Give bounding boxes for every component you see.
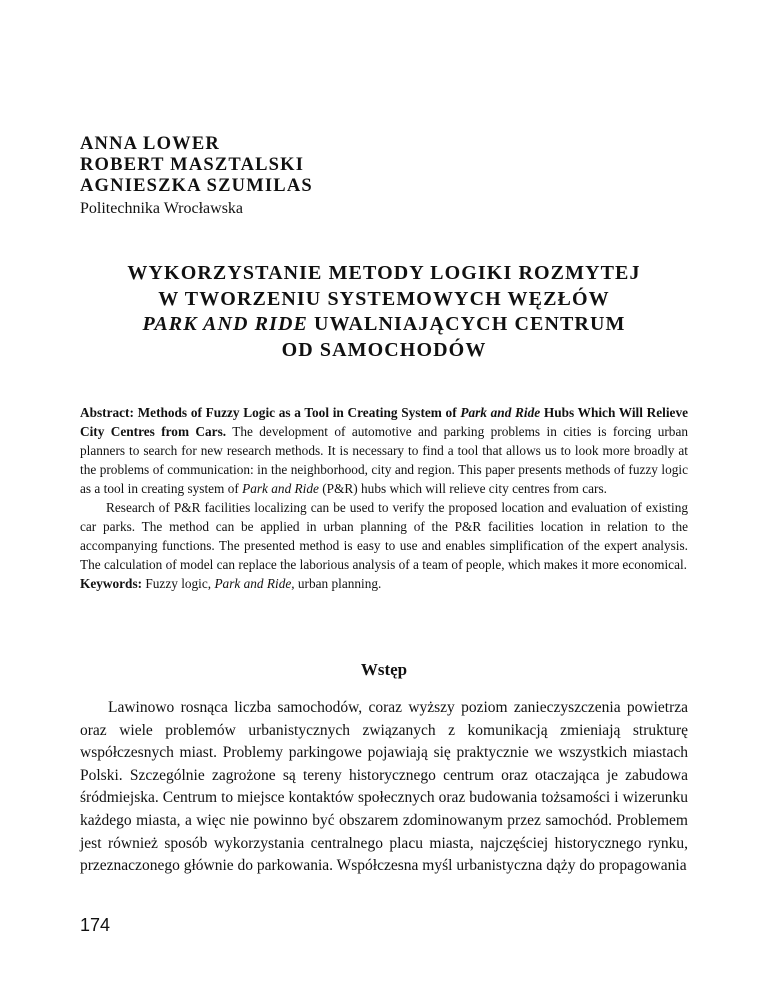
body-text — [80, 697, 688, 878]
author-name: ROBERT MASZTALSKI — [80, 155, 305, 175]
keywords-text: , urban planning. — [291, 576, 382, 591]
abstract-paragraph-2: Research of P&R facilities localizing can be used to verify the proposed location and evaluation of existing car parks. The method can be applied in urban planning of the P&R facilities location in relation to the accompanying functions. The presented method is easy to use and enables simplification of the expert analysis. The calculation of model can replace the laborious analysis of a team of people, which makes it more economical. — [80, 500, 688, 572]
abstract-paragraph-1 — [80, 403, 688, 498]
keywords — [80, 574, 688, 593]
page-number: 174 — [80, 915, 111, 935]
title-italic: PARK AND RIDE — [142, 313, 308, 335]
abstract — [80, 403, 688, 593]
abstract-italic: Park and Ride — [242, 481, 319, 496]
affiliation: Politechnika Wrocławska — [80, 200, 244, 217]
abstract-heading-text: Abstract: Methods of Fuzzy Logic as a Tool in Creating System of — [80, 405, 461, 420]
abstract-heading-italic: Park and Ride — [460, 405, 541, 420]
author-block — [80, 134, 313, 220]
title-rest: UWALNIAJĄCYCH CENTRUM — [307, 313, 626, 335]
paper-title — [60, 261, 708, 363]
abstract-text: The development of automotive and parking problems in cities is forcing urban planners to search for new research methods. It is necessary to find a tool that allows us to look more broadly at the problems of communication: in the neighborhood, city and region. This paper presents methods of fuzzy logic as a tool in creating system of — [80, 424, 688, 496]
abstract-text: (P&R) hubs which will relieve city centres from cars. — [318, 481, 607, 496]
title-line: WYKORZYSTANIE METODY LOGIKI ROZMYTEJ — [127, 262, 641, 284]
keywords-text: Fuzzy logic, — [142, 576, 215, 591]
body-paragraph: Lawinowo rosnąca liczba samochodów, coraz wyższy poziom zanieczyszczenia powietrza oraz wiele problemów urbanistycznych związanych z komunikacją zmieniają strukturę współczesnych miast. Problemy parkingowe pojawiają się praktycznie we wszystkich miastach Polski. Szczególnie zagrożone są tereny historycznego centrum oraz otaczająca je zabudowa śródmiejska. Centrum to miejsce kontaktów społecznych oraz budowania tożsamości i wizerunku każdego miasta, a więc nie powinno być obszarem zdominowanym przez samochód. Problemem jest również sposób wykorzystania centralnego placu miasta, najczęściej historycznego rynku, przeznaczonego głównie do parkowania. Współczesna myśl urbanistyczna dąży do propagowania — [80, 699, 688, 875]
title-line: OD SAMOCHODÓW — [281, 338, 487, 361]
abstract-heading-text: Hubs Which Will Relieve City Centres from Cars. — [80, 405, 688, 439]
author-name: ANNA LOWER — [80, 134, 220, 154]
author-name: AGNIESZKA SZUMILAS — [80, 176, 313, 196]
section-heading: Wstęp — [360, 660, 408, 679]
title-line — [60, 312, 708, 338]
title-line: W TWORZENIU SYSTEMOWYCH WĘZŁÓW — [158, 287, 610, 310]
keywords-label: Keywords: — [80, 576, 143, 591]
keywords-italic: Park and Ride — [214, 576, 292, 591]
